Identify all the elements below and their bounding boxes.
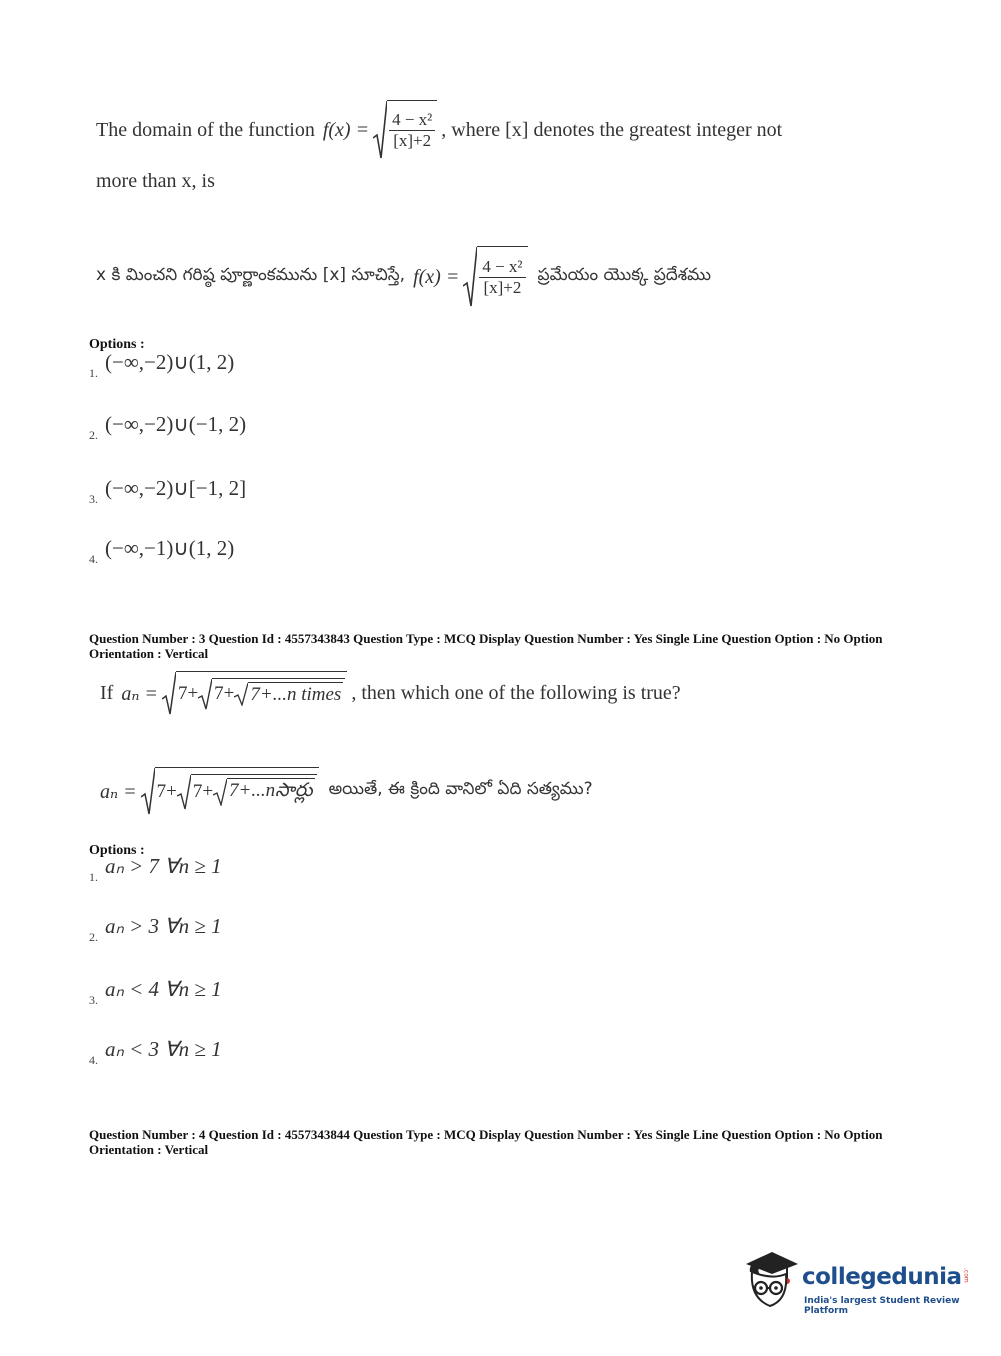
q3-en-r2: 7+	[214, 683, 235, 704]
mascot-icon	[742, 1250, 800, 1312]
q3-en-suffix: , then which one of the following is true?	[351, 681, 681, 704]
option-number: 4.	[89, 552, 98, 566]
option-number: 1.	[89, 366, 98, 380]
logo-name: collegedunia	[802, 1264, 962, 1290]
q2-en-fraction	[389, 110, 435, 150]
logo-dotcom: .com	[962, 1268, 970, 1283]
q2-options-label: Options :	[89, 337, 145, 352]
q2-te-func: f(x) =	[413, 265, 460, 288]
option-value: aₙ > 3 ∀n ≥ 1	[105, 914, 222, 938]
q3-te-an: aₙ =	[100, 780, 137, 803]
q3-option-3[interactable]	[89, 977, 222, 1008]
option-number: 1.	[89, 870, 98, 884]
q2-telugu-line	[96, 244, 711, 310]
q3-option-4[interactable]	[89, 1037, 222, 1068]
q2-en-prefix: The domain of the function	[96, 118, 315, 141]
q2-en-func: f(x) =	[322, 118, 370, 141]
q3-te-sqrt-outer	[141, 767, 319, 815]
q3-te-sqrt-mid	[177, 774, 317, 810]
logo-tagline: India's largest Student Review Platform	[804, 1296, 960, 1316]
q3-en-prefix: If	[100, 681, 114, 704]
q3-en-sqrt-mid	[198, 678, 345, 710]
collegedunia-logo	[742, 1250, 972, 1314]
q3-option-2[interactable]	[89, 914, 222, 945]
option-number: 2.	[89, 428, 98, 442]
q4-meta: Question Number : 4 Question Id : 4557343844 Question Type : MCQ Display Question Number : Yes Single Line Question Option : No Option Orientation : Vertical	[89, 1127, 883, 1157]
option-value: aₙ > 7 ∀n ≥ 1	[105, 854, 222, 878]
q2-te-prefix: x కి మించని గరిష్ఠ పూర్ణాంకమును [x] సూచిస్తే,	[96, 265, 406, 285]
q2-te-frac-den: [x]+2	[483, 278, 522, 297]
q3-telugu-line	[100, 766, 593, 816]
q2-en-frac-den: [x]+2	[393, 131, 432, 150]
q2-option-4[interactable]	[89, 536, 235, 567]
q2-en-frac-num: 4 − x²	[389, 110, 435, 131]
q2-option-1[interactable]	[89, 350, 235, 381]
q3-meta: Question Number : 3 Question Id : 4557343843 Question Type : MCQ Display Question Number : Yes Single Line Question Option : No Option Orientation : Vertical	[89, 631, 883, 661]
q2-option-3[interactable]	[89, 476, 247, 507]
option-value: (−∞,−2)∪(1, 2)	[105, 350, 235, 374]
q2-te-fraction	[479, 257, 525, 297]
option-number: 3.	[89, 993, 98, 1007]
option-value: aₙ < 4 ∀n ≥ 1	[105, 977, 222, 1001]
q2-en-suffix: , where [x] denotes the greatest integer not	[441, 118, 783, 141]
q2-te-suffix: ప్రమేయం యొక్క ప్రదేశము	[537, 265, 712, 285]
q3-an: aₙ =	[121, 682, 158, 705]
option-value: (−∞,−2)∪(−1, 2)	[105, 412, 247, 436]
q3-te-r1: 7+	[156, 780, 177, 802]
q2-te-frac-num: 4 − x²	[479, 257, 525, 278]
q2-english-line2: more than x, is	[96, 170, 215, 192]
option-number: 4.	[89, 1053, 98, 1067]
q2-option-2[interactable]	[89, 412, 247, 443]
q3-en-sqrt-outer	[162, 671, 347, 715]
q2-english-line1	[96, 98, 782, 162]
q3-te-r3: 7+...nసార్లు	[227, 778, 315, 806]
q3-te-sqrt-inner	[213, 778, 315, 806]
q3-english-line	[100, 670, 681, 716]
option-value: (−∞,−2)∪[−1, 2]	[105, 476, 247, 500]
q2-te-sqrt	[463, 246, 527, 308]
q2-en-sqrt	[373, 100, 437, 160]
q3-options-label: Options :	[89, 843, 145, 858]
q3-en-r3: 7+...n times	[250, 683, 342, 705]
option-value: (−∞,−1)∪(1, 2)	[105, 536, 235, 560]
q3-option-1[interactable]	[89, 854, 222, 885]
q3-te-suffix: అయితే, ఈ క్రింది వానిలో ఏది సత్యము?	[328, 779, 593, 799]
option-number: 3.	[89, 492, 98, 506]
option-value: aₙ < 3 ∀n ≥ 1	[105, 1037, 222, 1061]
q3-te-r2: 7+	[192, 781, 214, 802]
option-number: 2.	[89, 930, 98, 944]
q3-en-r1: 7+	[177, 682, 199, 704]
q3-en-sqrt-inner	[234, 682, 343, 706]
